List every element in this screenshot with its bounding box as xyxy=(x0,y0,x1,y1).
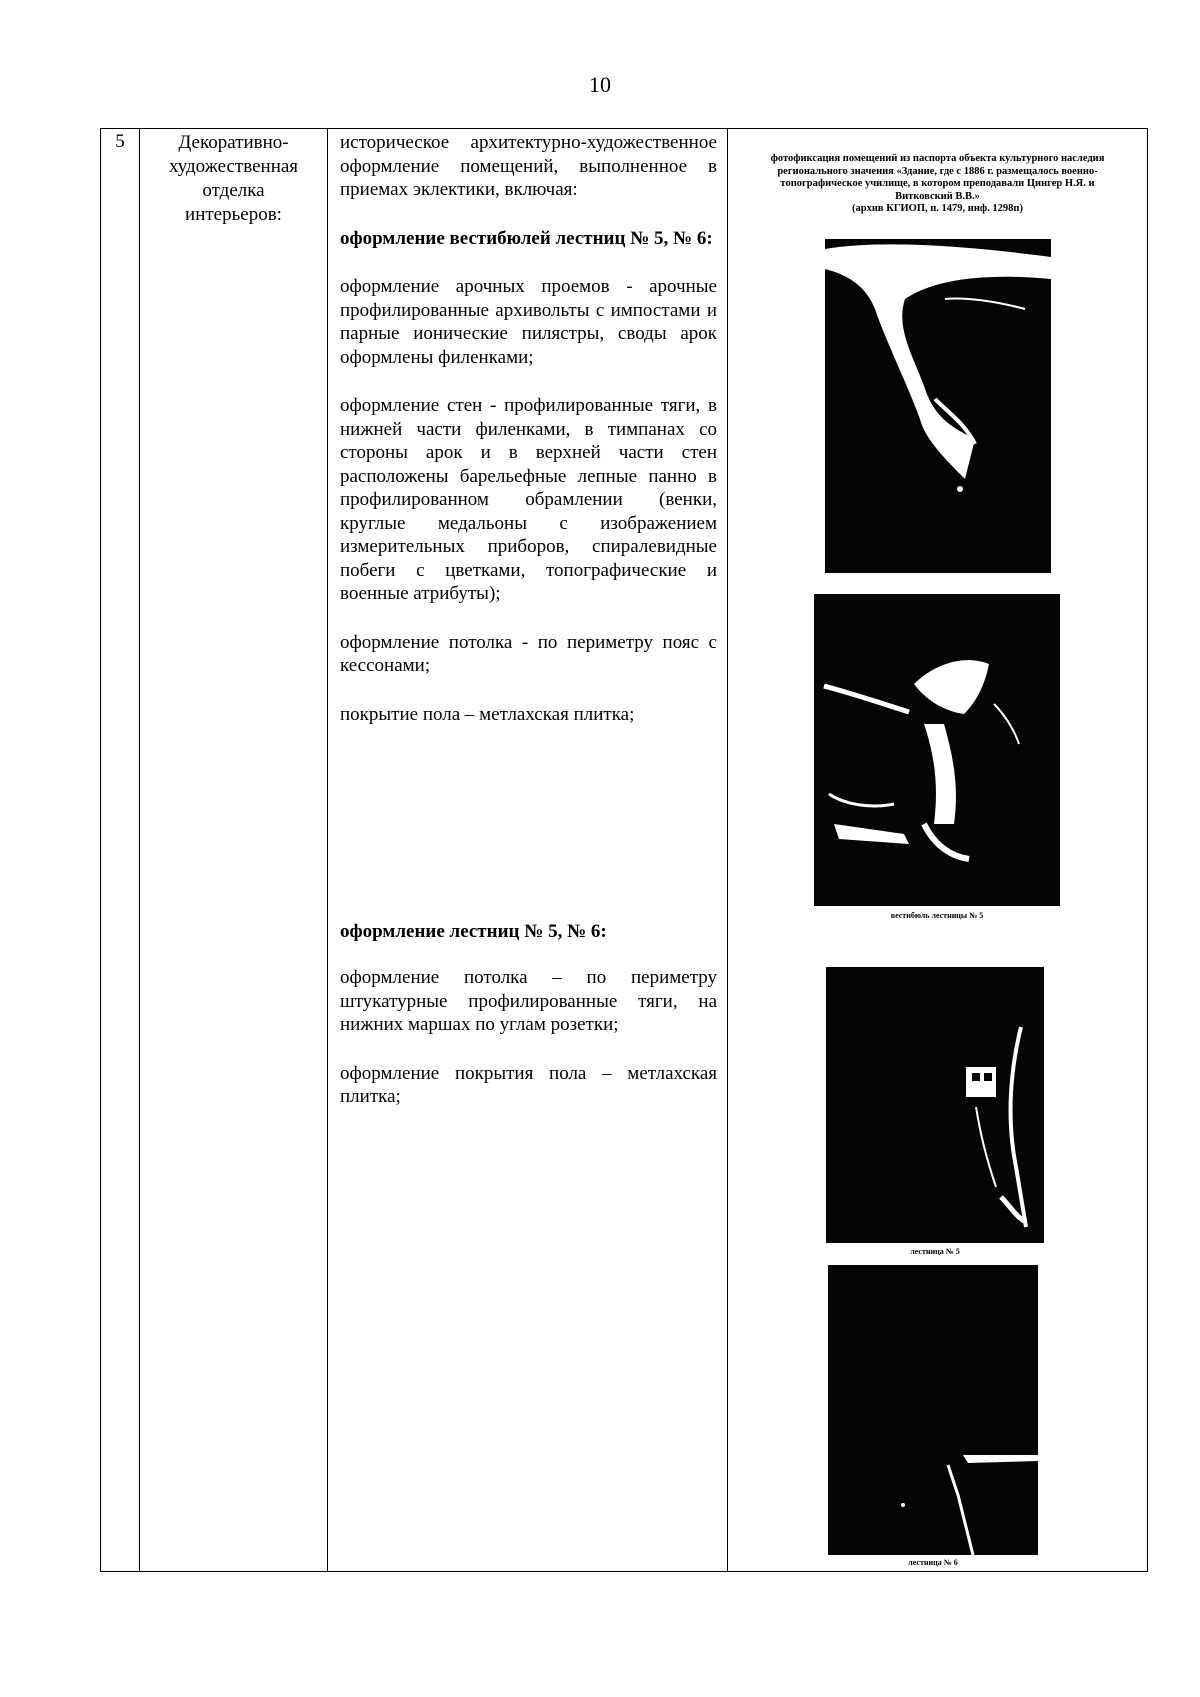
photo-caption-line: (архив КГИОП, п. 1479, инф. 1298п) xyxy=(852,203,1023,214)
stairs6-photo xyxy=(828,1265,1038,1555)
intro-text: историческое архитектурно-художественное оформление помещений, выполненное в приемах эклектики, включая: xyxy=(340,132,717,200)
vestibule-photo-label: вестибюль лестницы № 5 xyxy=(890,911,984,920)
stairs-heading: оформление лестниц № 5, № 6: xyxy=(340,921,607,942)
row-name-line: Декоративно- xyxy=(178,132,289,153)
page-number: 10 xyxy=(589,72,611,97)
row-name-line: отделка xyxy=(202,180,265,201)
photo-caption-line: регионального значения «Здание, где с 1886 г. размещалось военно- xyxy=(777,165,1098,177)
stairs5-photo-label: лестница № 5 xyxy=(910,1247,960,1256)
vestibule-heading: оформление вестибюлей лестниц № 5, № 6: xyxy=(340,227,713,249)
photo-caption-line: фотофиксация помещений из паспорта объекта культурного наследия xyxy=(770,153,1105,164)
stairs-ceiling-text: оформление потолка – по периметру штукатурные профилированные тяги, на нижних маршах по углам розетки; xyxy=(340,967,717,1035)
walls-text: оформление стен - профилированные тяги, в нижней части филенками, в тимпанах со стороны арок и в верхней части стен расположены барельефные лепные панно в профилированном обрамлении (венки, круглые медальоны с изображением измерительных приборов, спиралевидные побеги с цветками, топографические и военные атрибуты); xyxy=(340,395,717,604)
photo-caption-line: топографическое училище, в котором преподавали Цингер Н.Я. и xyxy=(780,178,1095,189)
photo-caption xyxy=(750,153,1125,216)
photo-cell xyxy=(728,129,1148,1572)
vestibule-photo-1 xyxy=(825,239,1051,573)
photo-caption-line: Витковский В.В.» xyxy=(895,190,980,202)
ceiling-text: оформление потолка - по периметру пояс с кессонами; xyxy=(340,631,717,676)
stairs-floor-text: оформление покрытия пола – метлахская плитка; xyxy=(340,1062,717,1107)
vestibule-photo-2 xyxy=(814,594,1060,906)
arches-text: оформление арочных проемов - арочные профилированные архивольты с импостами и парные ионические пилястры, своды арок оформлены филенками; xyxy=(340,276,717,368)
stairs5-photo xyxy=(826,967,1044,1243)
floor-text: покрытие пола – метлахская плитка; xyxy=(340,703,635,725)
table-row xyxy=(101,129,1148,1572)
row-name xyxy=(140,129,328,1572)
row-name-line: интерьеров: xyxy=(185,204,282,225)
heritage-table xyxy=(100,128,1148,1572)
stairs6-photo-label: лестница № 6 xyxy=(908,1558,958,1567)
row-name-line: художественная xyxy=(168,156,299,177)
row-number: 5 xyxy=(101,129,140,1572)
description-cell xyxy=(328,129,728,1572)
